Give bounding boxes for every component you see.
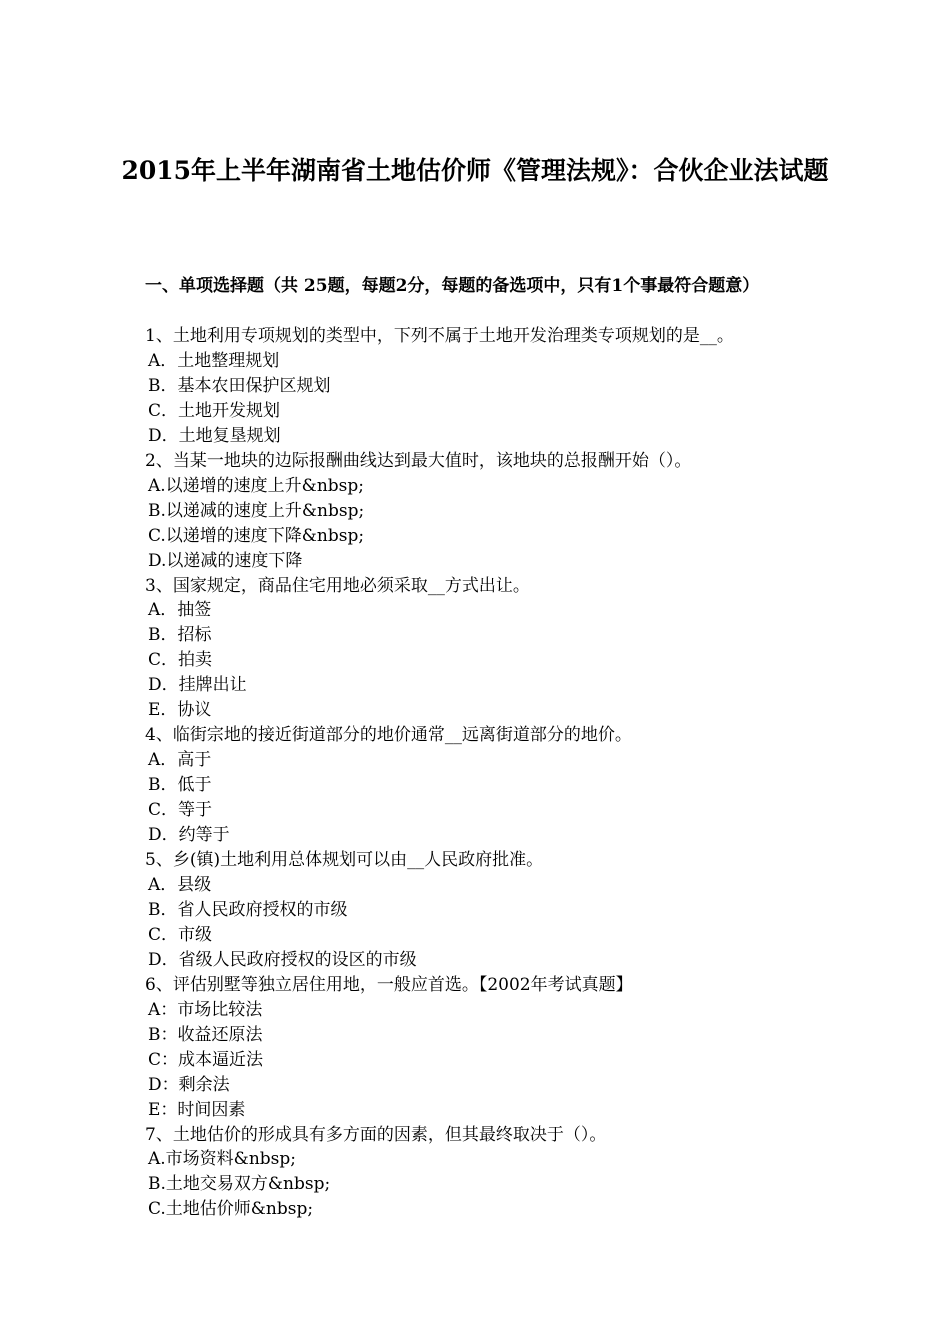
document-title: 2015年上半年湖南省土地估价师《管理法规》：合伙企业法试题 — [121, 156, 829, 185]
question-text: 3、国家规定，商品住宅用地必须采取__方式出让。 — [145, 575, 530, 596]
option-item: A．高于 — [148, 750, 212, 771]
option-item: D．省级人民政府授权的设区的市级 — [148, 949, 417, 970]
option-item: C.土地估价师&nbsp; — [148, 1199, 314, 1220]
question-text: 5、乡(镇)土地利用总体规划可以由__人民政府批准。 — [145, 850, 544, 871]
question-text: 6、评估别墅等独立居住用地，一般应首选。【2002年考试真题】 — [145, 974, 633, 995]
question-text: 4、临街宗地的接近街道部分的地价通常__远离街道部分的地价。 — [145, 725, 632, 746]
option-item: C：成本逼近法 — [148, 1049, 264, 1070]
option-item: B：收益还原法 — [148, 1024, 263, 1045]
option-item: D.以递减的速度下降 — [148, 550, 303, 571]
option-item: A．抽签 — [148, 600, 212, 621]
option-item: A.市场资料&nbsp; — [148, 1149, 296, 1170]
option-item: A．县级 — [148, 874, 212, 895]
option-item: B．省人民政府授权的市级 — [148, 899, 348, 920]
option-item: B.土地交易双方&nbsp; — [148, 1174, 331, 1195]
option-item: C．市级 — [148, 924, 213, 945]
question-text: 1、土地利用专项规划的类型中，下列不属于土地开发治理类专项规划的是__。 — [145, 326, 734, 346]
option-item: D．挂牌出让 — [148, 675, 247, 696]
option-item: B．低于 — [148, 775, 212, 796]
option-item: B.以递减的速度上升&nbsp; — [148, 500, 365, 521]
option-item: C.以递增的速度下降&nbsp; — [148, 525, 365, 546]
question-text: 2、当某一地块的边际报酬曲线达到最大值时，该地块的总报酬开始（）。 — [145, 450, 692, 471]
option-item: A：市场比较法 — [148, 999, 263, 1020]
option-item: A．土地整理规划 — [148, 350, 280, 371]
question-list — [145, 324, 825, 1222]
option-item: C．土地开发规划 — [148, 400, 281, 421]
section-heading: 一、单项选择题（共 25题，每题2分，每题的备选项中，只有1个事最符合题意） — [145, 276, 760, 296]
option-item: C．等于 — [148, 800, 213, 821]
option-item: B．招标 — [148, 625, 212, 646]
option-item: E．协议 — [148, 700, 212, 721]
option-item: A.以递增的速度上升&nbsp; — [148, 475, 364, 496]
option-item: C．拍卖 — [148, 650, 213, 671]
question-text: 7、土地估价的形成具有多方面的因素，但其最终取决于（）。 — [145, 1124, 607, 1145]
option-item: E：时间因素 — [148, 1099, 246, 1120]
option-item: B．基本农田保护区规划 — [148, 375, 331, 396]
option-item: D．土地复垦规划 — [148, 425, 281, 446]
option-item: D．约等于 — [148, 825, 230, 846]
option-item: D：剩余法 — [148, 1074, 230, 1095]
